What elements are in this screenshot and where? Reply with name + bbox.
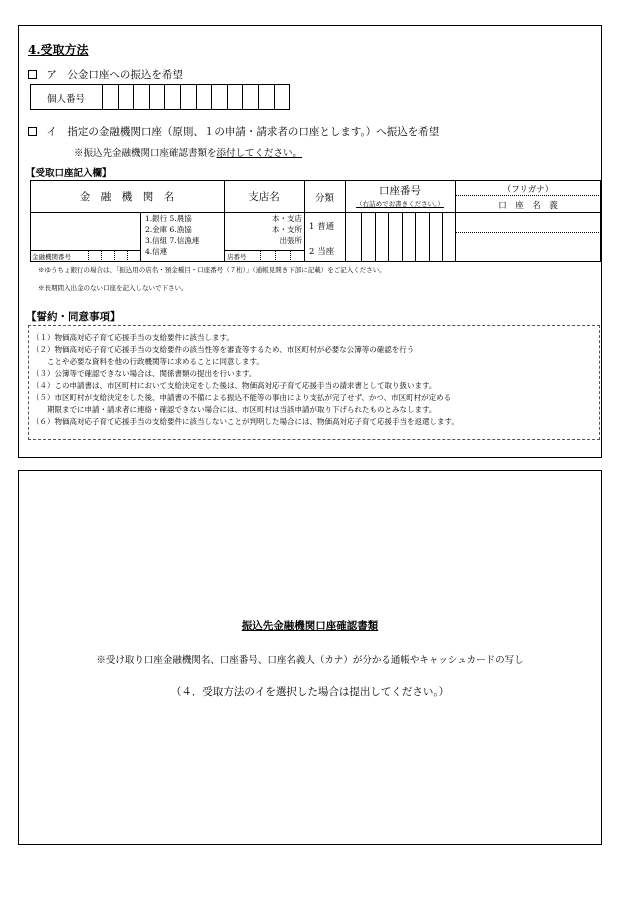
note-long-inactive: ※長期間入出金のない口座を記入しないで下さい。 (38, 284, 188, 292)
personal-number-digit-divider (180, 84, 181, 110)
attachment-title: 振込先金融機関口座確認書類 (241, 620, 379, 632)
personal-number-digit-divider (242, 84, 243, 110)
option-i-note (74, 145, 302, 159)
consent-item: （５）市区町村が支給決定をした後、申請書の不備による振込不能等の事由により支払が完了せず、かつ、市区町村が定める (32, 393, 452, 402)
account-digit-divider (429, 212, 430, 262)
consent-item: （２）物価高対応子育て応援手当の支給要件の該当性等を審査等するため、市区町村が必要な公簿等の確認を行う (32, 345, 415, 354)
branch-type-3: 出張所 (279, 236, 302, 245)
consent-list (32, 332, 459, 428)
option-i-checkbox[interactable] (28, 127, 37, 136)
personal-number-digit-divider (149, 84, 150, 110)
option-i-row (28, 124, 439, 139)
branch-type-1: 本・支店 (272, 214, 302, 223)
personal-number-digit-divider (164, 84, 165, 110)
header-account-holder: 口 座 名 義 (498, 201, 558, 211)
section-4-title: 4.受取方法 (28, 43, 89, 57)
category-current[interactable]: 2 当座 (309, 247, 335, 257)
consent-item: （４）この申請書は、市区町村において支給決定をした後は、物価高対応子育て応援手当の請求書として取り扱います。 (32, 381, 437, 390)
header-branch-name: 支店名 (248, 191, 280, 203)
option-a-label: ア 公金口座への振込を希望 (46, 69, 183, 81)
personal-number-digit-divider (196, 84, 197, 110)
header-bank-name: 金 融 機 関 名 (79, 191, 175, 203)
bank-code-digit-divider (101, 250, 102, 262)
branch-type-list (250, 213, 302, 246)
personal-number-digit-divider (102, 84, 103, 110)
consent-title: 【誓約・同意事項】 (26, 311, 121, 323)
personal-number-digit-divider (274, 84, 275, 110)
attachment-line-2: （４．受取方法のイを選択した場合は提出してください。） (170, 686, 450, 698)
consent-item: 期限までに申請・請求者に連絡・確認できない場合には、市区町村は当該申請が取り下げられたものとみなします。 (32, 405, 437, 414)
account-digit-divider (415, 212, 416, 262)
attachment-line-1: ※受け取り口座金融機関名、口座番号、口座名義人（カナ）が分かる通帳やキャッシュカードの写し (96, 655, 524, 666)
account-digit-divider (388, 212, 389, 262)
account-digit-divider (361, 212, 362, 262)
account-digit-divider (402, 212, 403, 262)
header-furigana: （フリガナ） (502, 185, 554, 195)
personal-number-digit-divider (258, 84, 259, 110)
consent-item: （３）公簿等で確認できない場合は、関係書類の提出を行います。 (32, 369, 257, 378)
header-account-number: 口座番号 (379, 185, 421, 197)
consent-item: （１）物価高対応子育て応援手当の支給要件に該当します。 (32, 333, 234, 342)
category-ordinary[interactable]: 1 普通 (309, 222, 335, 232)
consent-item: （６）物価高対応子育て応援手当の支給要件に該当しないことが判明した場合には、物価高対応子育て応援手当を返還します。 (32, 417, 459, 426)
account-form-title: 【受取口座記入欄】 (26, 168, 112, 179)
option-i-note-prefix: ※振込先金融機関口座確認書類を (74, 148, 217, 159)
personal-number-label: 個人番号 (46, 94, 85, 105)
branch-code-label: 店番号 (227, 253, 247, 261)
note-yucho: ※ゆうちょ銀行の場合は、「振込用の店名・預金種目・口座番号（７桁）」（通帳見開き下部に記載）をご記入ください。 (38, 266, 386, 274)
option-i-note-underlined: 添付してください。 (216, 148, 303, 159)
option-a-checkbox[interactable] (28, 70, 37, 79)
bank-type-1: 1.銀行 5.農協 (145, 214, 192, 223)
bank-code-digit-divider (114, 250, 115, 262)
account-digit-divider (375, 212, 376, 262)
personal-number-digit-divider (133, 84, 134, 110)
consent-item: ことや必要な資料を他の行政機関等に求めることに同意します。 (32, 357, 264, 366)
option-a-row (28, 67, 183, 82)
personal-number-digit-divider (118, 84, 119, 110)
branch-type-2: 本・支所 (272, 225, 302, 234)
bank-code-digit-divider (127, 250, 128, 262)
personal-number-digit-divider (227, 84, 228, 110)
bank-code-digit-divider (88, 250, 89, 262)
bank-type-4: 4.信連 (145, 247, 168, 256)
header-account-number-note: （右詰めでお書きください。） (356, 200, 444, 208)
option-i-label: イ 指定の金融機関口座（原則、１の申請・請求者の口座とします。）へ振込を希望 (46, 126, 440, 138)
bank-type-list (145, 213, 199, 257)
account-digit-divider (442, 212, 443, 262)
personal-number-digit-divider (211, 84, 212, 110)
bank-type-3: 3.信組 7.信漁連 (145, 236, 200, 245)
bank-code-label: 金融機関番号 (32, 253, 71, 261)
header-category: 分類 (314, 193, 334, 204)
bank-type-2: 2.金庫 6.漁協 (145, 225, 192, 234)
